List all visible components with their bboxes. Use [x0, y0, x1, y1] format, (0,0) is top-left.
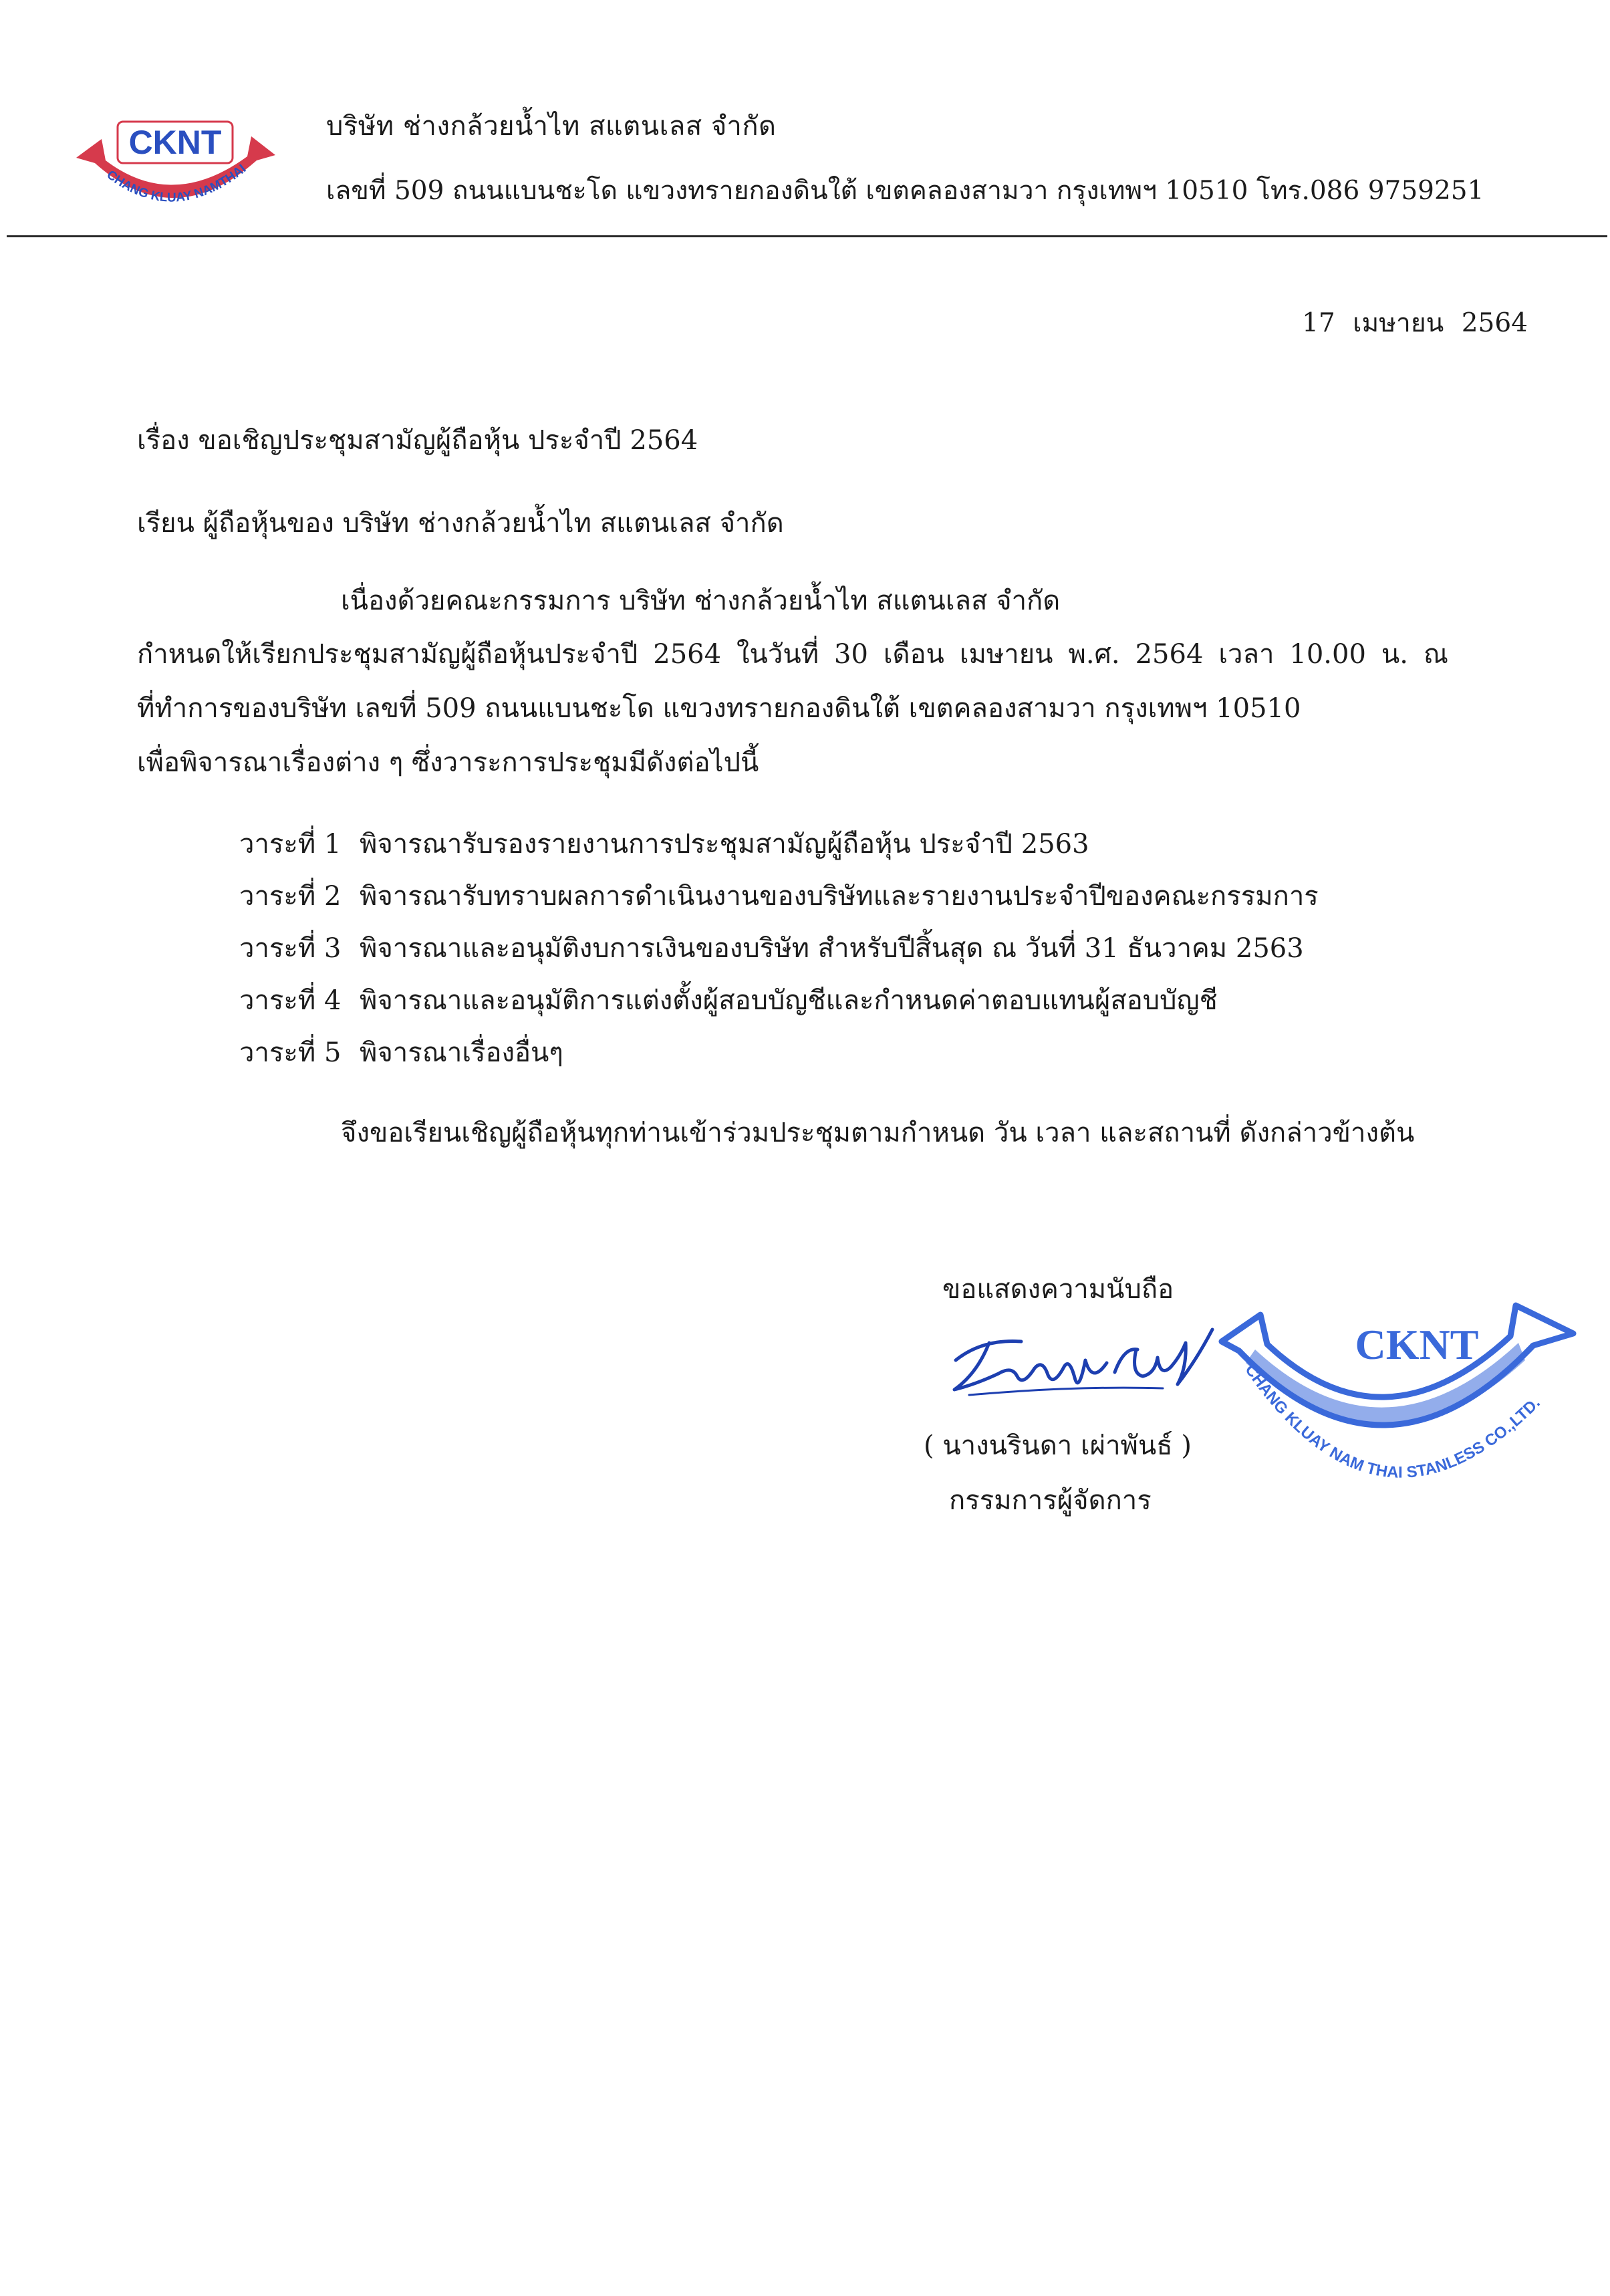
company-logo [72, 112, 279, 223]
agenda-item [239, 1031, 1319, 1083]
logo-subtext: CHANG KLUAY NAMTHAI [104, 162, 249, 205]
agenda-text: พิจารณาและอนุมัติการแต่งตั้งผู้สอบบัญชีและกำหนดค่าตอบแทนผู้สอบบัญชี [360, 985, 1218, 1016]
company-stamp [1216, 1293, 1577, 1561]
agenda-text: พิจารณาและอนุมัติงบการเงินของบริษัท สำหรับปีสิ้นสุด ณ วันที่ 31 ธันวาคม 2563 [360, 933, 1304, 964]
letter-addressee: เรียน ผู้ถือหุ้นของ บริษัท ช่างกล้วยน้ำไท สแตนเลส จำกัด [137, 508, 784, 539]
agenda-number: วาระที่ 2 [239, 881, 342, 912]
agenda-number: วาระที่ 1 [239, 829, 342, 860]
company-name: บริษัท ช่างกล้วยน้ำไท สแตนเลส จำกัด [326, 111, 777, 142]
stamp-ring-text: CHANG KLUAY NAM THAI STANLESS CO.,LTD. [1241, 1361, 1544, 1482]
body-line: กำหนดให้เรียกประชุมสามัญผู้ถือหุ้นประจำปี 2564 ในวันที่ 30 เดือน เมษายน พ.ศ. 2564 เวลา 10.00 น. ณ [137, 639, 1448, 670]
agenda-text: พิจารณารับรองรายงานการประชุมสามัญผู้ถือหุ้น ประจำปี 2563 [360, 829, 1089, 860]
agenda-text: พิจารณาเรื่องอื่นๆ [360, 1037, 563, 1068]
agenda-item [239, 926, 1319, 979]
header-divider [7, 235, 1607, 237]
agenda-item [239, 874, 1319, 926]
agenda-number: วาระที่ 5 [239, 1037, 342, 1068]
body-line: ที่ทำการของบริษัท เลขที่ 509 ถนนแบนชะโด แขวงทรายกองดินใต้ เขตคลองสามวา กรุงเทพฯ 10510 [137, 693, 1301, 724]
closing-paragraph: จึงขอเรียนเชิญผู้ถือหุ้นทุกท่านเข้าร่วมประชุมตามกำหนด วัน เวลา และสถานที่ ดังกล่าวข้างต้น [341, 1118, 1415, 1148]
agenda-list [239, 822, 1319, 1083]
letter-date: 17 เมษายน 2564 [1302, 308, 1528, 338]
logo-text: CKNT [128, 124, 222, 161]
stamp-text: CKNT [1355, 1321, 1479, 1368]
company-address: เลขที่ 509 ถนนแบนชะโด แขวงทรายกองดินใต้ เขตคลองสามวา กรุงเทพฯ 10510 โทร.086 9759251 [326, 176, 1484, 206]
body-line: เพื่อพิจารณาเรื่องต่าง ๆ ซึ่งวาระการประชุมมีดังต่อไปนี้ [137, 747, 759, 778]
signer-title: กรรมการผู้จัดการ [949, 1485, 1152, 1516]
agenda-item [239, 979, 1319, 1031]
complimentary-close: ขอแสดงความนับถือ [942, 1274, 1174, 1305]
agenda-number: วาระที่ 3 [239, 933, 342, 964]
signer-name: ( นางนรินดา เผ่าพันธ์ ) [924, 1430, 1192, 1461]
agenda-number: วาระที่ 4 [239, 985, 342, 1016]
handwritten-signature [942, 1320, 1223, 1407]
svg-text:CHANG KLUAY NAMTHAI [104, 162, 249, 205]
agenda-item [239, 822, 1319, 874]
letter-subject: เรื่อง ขอเชิญประชุมสามัญผู้ถือหุ้น ประจำปี 2564 [137, 425, 698, 456]
body-line: เนื่องด้วยคณะกรรมการ บริษัท ช่างกล้วยน้ำไท สแตนเลส จำกัด [341, 586, 1061, 616]
agenda-text: พิจารณารับทราบผลการดำเนินงานของบริษัทและรายงานประจำปีของคณะกรรมการ [360, 881, 1319, 912]
